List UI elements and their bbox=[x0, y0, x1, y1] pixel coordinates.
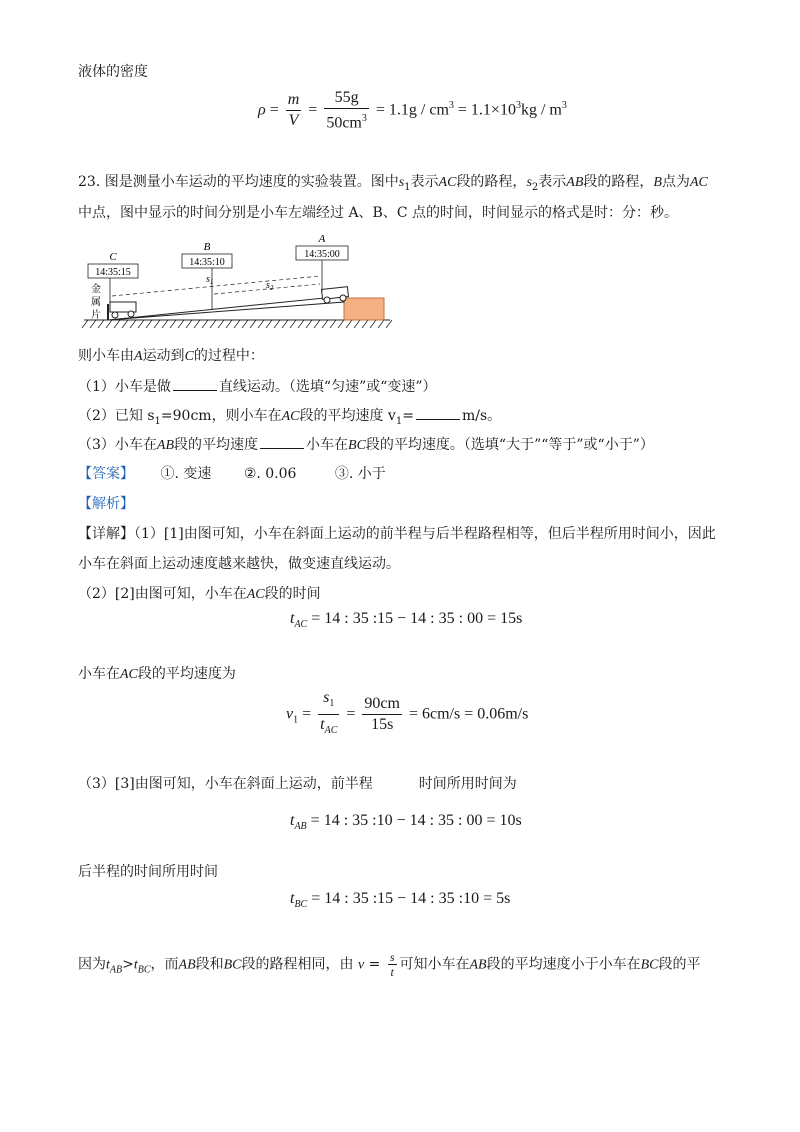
eq-t-ac: $t_{AC} = 14$ : 35 :15 − 14 : 35 : 00 = 15s bbox=[290, 610, 523, 631]
detail-p2: （2）[2]由图可知，小车在AC段的时间 bbox=[78, 586, 321, 602]
time-c: 14:35:15 bbox=[95, 267, 131, 278]
answer-2: ②. 0.06 bbox=[243, 466, 297, 482]
metal-label-3: 片 bbox=[91, 310, 101, 321]
answer-row bbox=[78, 464, 386, 484]
blank-1[interactable] bbox=[173, 376, 217, 391]
detail-p3: 小车在AC段的平均速度为 bbox=[78, 666, 236, 682]
eq-t-ab: $t_{AB} = 14$ : 35 :10 − 14 : 35 : 00 = 10s bbox=[290, 812, 522, 833]
detail-p5: 后半程的时间所用时间 bbox=[78, 864, 218, 880]
question-3: （3）小车在AB段的平均速度 小车在BC段的平均速度。（选填“大于”“等于”或“小于”） bbox=[78, 434, 654, 456]
answer-1: ①. 变速 bbox=[160, 466, 212, 482]
question-line-1: 23. 图是测量小车运动的平均速度的实验装置。图中$s_1$表示AC段的路程，$s_2$表示AB段的路程，B点为AC bbox=[78, 174, 708, 193]
eq-velocity: $v_1$ = $\frac{s_1}{t_{AC}}$ = $\frac{90cm}{15s}$ = 6cm/s = 0.06m/s bbox=[286, 689, 529, 737]
eq-t-bc: $t_{BC} = 14$ : 35 :15 − 14 : 35 :10 = 5s bbox=[290, 890, 511, 911]
answer-tag: 【答案】 bbox=[78, 466, 134, 482]
cart-at-c bbox=[110, 302, 136, 318]
sub-intro: 则小车由A运动到C的过程中： bbox=[78, 348, 264, 364]
answer-3: ③. 小于 bbox=[334, 466, 386, 482]
question-2: （2）已知 $s_1=90cm$，则小车在AC段的平均速度 $v_1= m/s$。 bbox=[78, 405, 501, 432]
label-a: A bbox=[318, 233, 326, 245]
detail-p6: 因为$t_{AB}>t_{BC}$，而AB段和BC段的路程相同，由 v = $\frac{s}{t}$ 可知小车在AB段的平均速度小于小车在BC段的平 bbox=[78, 950, 701, 979]
incline-board bbox=[108, 296, 344, 320]
mass-volume-fraction: $\frac{m}{V}$ bbox=[287, 91, 300, 130]
analysis-tag: 【解析】 bbox=[78, 496, 134, 512]
blank-2[interactable] bbox=[416, 405, 460, 420]
detail-p4: （3）[3]由图可知，小车在斜面上运动，前半程 时间所用时间为 bbox=[78, 776, 517, 792]
question-line-2: 中点，图中显示的时间分别是小车左端经过 A、B、C 点的时间，时间显示的格式是时：分：秒。 bbox=[78, 205, 679, 221]
s1-span bbox=[112, 276, 320, 296]
rho-symbol: ρ bbox=[258, 101, 266, 119]
intro-label: 液体的密度 bbox=[78, 64, 148, 80]
incline-diagram bbox=[78, 230, 398, 338]
label-b: B bbox=[203, 241, 211, 253]
density-formula: ρ = $\frac{m}{V}$ = $\frac{55g}{50cm^3}$ = $1.1g / cm^3 = 1.1\times 10^3kg / m^3$ bbox=[258, 89, 567, 132]
time-b: 14:35:10 bbox=[189, 257, 225, 268]
label-c: C bbox=[109, 251, 117, 263]
support-block bbox=[344, 298, 384, 320]
s2-label: $s_2$ bbox=[266, 280, 274, 292]
question-1: （1）小车是做 直线运动。（选填“匀速”或“变速”） bbox=[78, 376, 437, 397]
metal-label-2: 属 bbox=[91, 297, 101, 308]
result-2: 1.1×10 bbox=[470, 101, 516, 119]
detail-p1b: 小车在斜面上运动速度越来越快，做变速直线运动。 bbox=[78, 556, 400, 572]
s1-label: $s_1$ bbox=[206, 274, 214, 286]
blank-3[interactable] bbox=[260, 434, 304, 449]
time-a: 14:35:00 bbox=[304, 249, 340, 260]
value-fraction: $\frac{55g}{50cm^3}$ bbox=[326, 89, 367, 132]
ground-hatch bbox=[82, 320, 392, 328]
detail-p1a: 【详解】（1）[1]由图可知，小车在斜面上运动的前半程与后半程路程相等，但后半程所用时间小，因此 bbox=[78, 526, 716, 542]
metal-label-1: 金 bbox=[91, 284, 101, 295]
result-1: 1.1g / cm bbox=[388, 101, 449, 119]
